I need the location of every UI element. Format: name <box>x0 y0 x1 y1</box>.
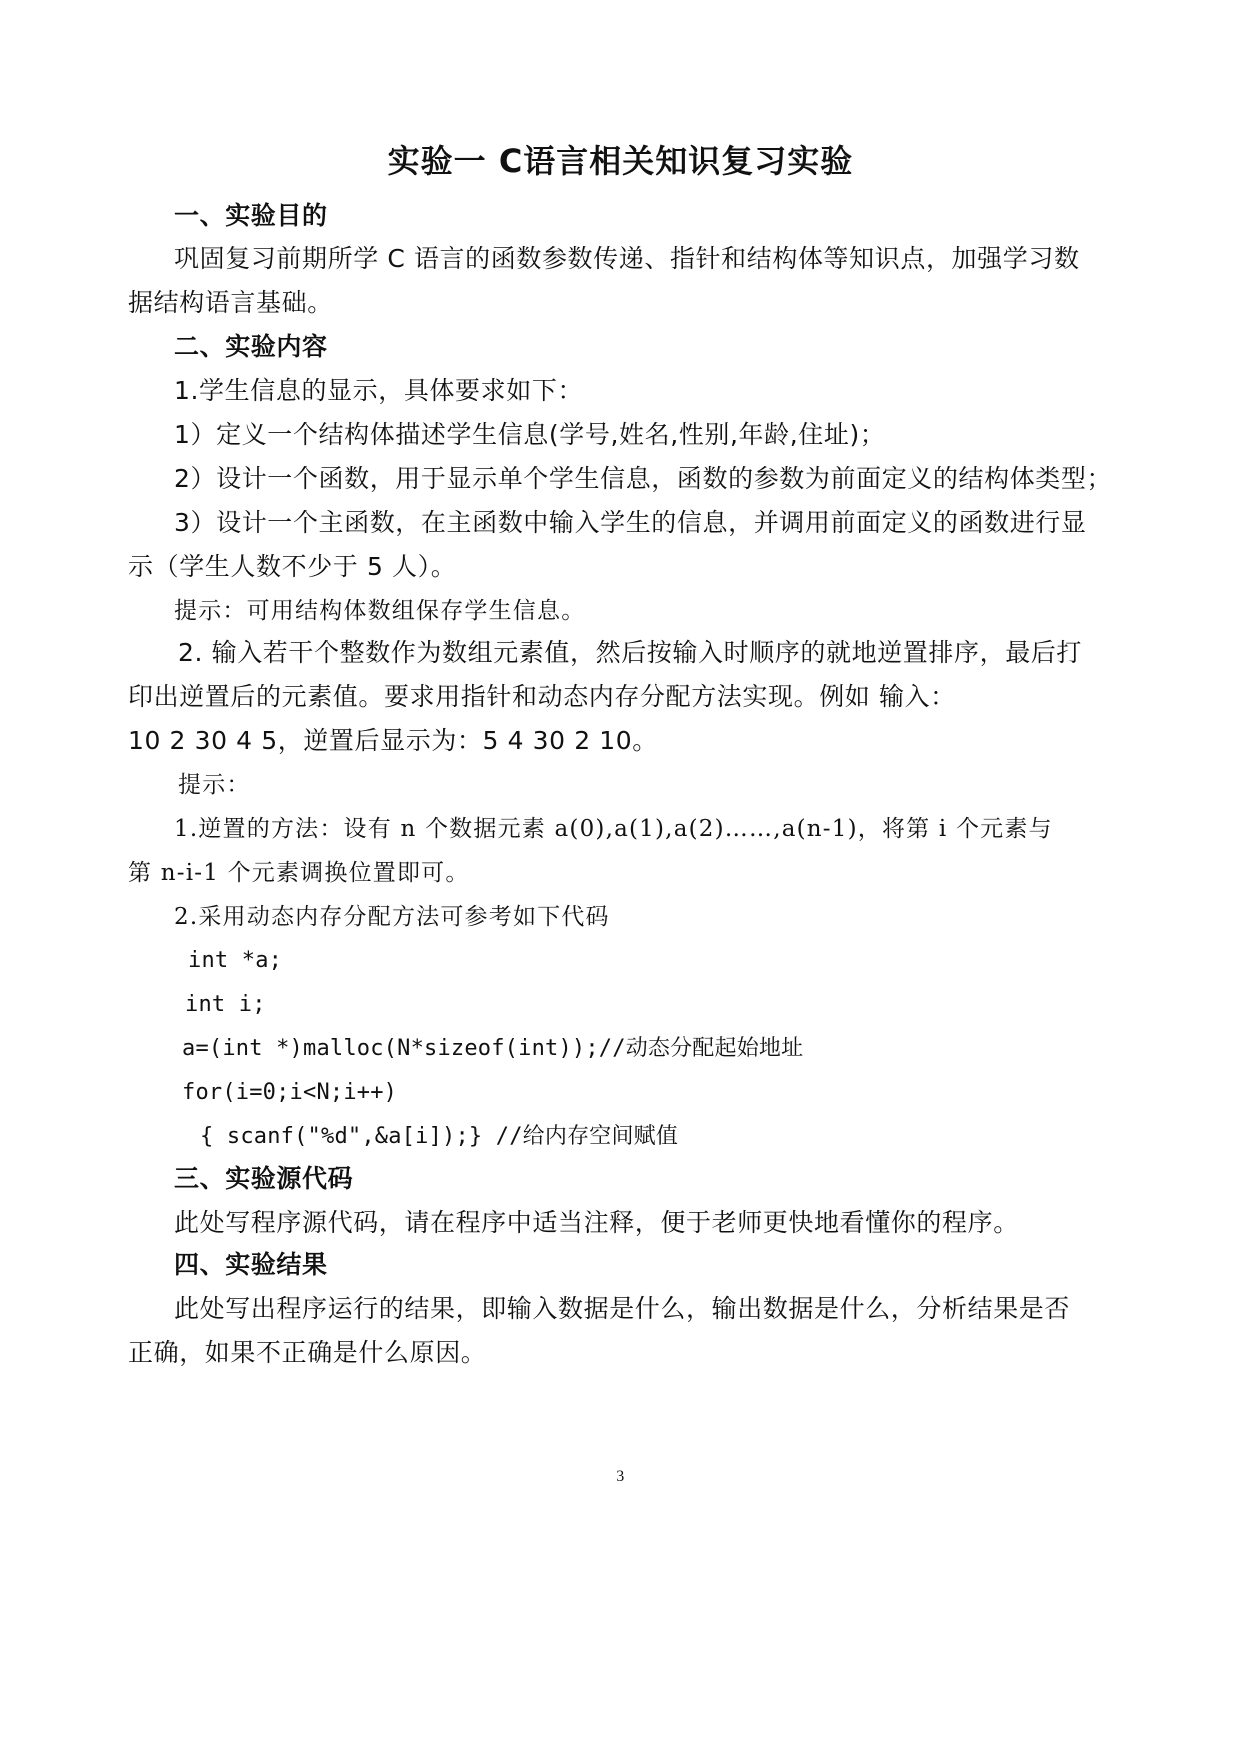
code-line-2: int i; <box>185 992 266 1017</box>
task1-item-2: 2）设计一个函数，用于显示单个学生信息，函数的参数为前面定义的结构体类型； <box>174 464 1113 493</box>
section-heading-content: 二、实验内容 <box>174 332 328 361</box>
task1-hint: 提示：可用结构体数组保存学生信息。 <box>174 598 586 624</box>
task2-hint-1-cont: 第 n-i-1 个元素调换位置即可。 <box>128 860 470 886</box>
code-line-5: { scanf("%d",&a[i]);} //给内存空间赋值 <box>200 1124 679 1149</box>
task2-hint-label: 提示： <box>178 772 251 798</box>
code-line-3: a=(int *)malloc(N*sizeof(int));//动态分配起始地址 <box>182 1036 804 1061</box>
results-line-2: 正确，如果不正确是什么原因。 <box>128 1338 487 1367</box>
section-heading-objective: 一、实验目的 <box>174 201 328 230</box>
code-line-4: for(i=0;i<N;i++) <box>182 1080 398 1105</box>
section-heading-results: 四、实验结果 <box>174 1250 328 1279</box>
task2-hint-2: 2.采用动态内存分配方法可参考如下代码 <box>174 904 610 930</box>
task2-hint-1: 1.逆置的方法：设有 n 个数据元素 a(0),a(1),a(2)……,a(n-1)，将第 i 个元素与 <box>174 816 1053 842</box>
objective-line-2: 据结构语言基础。 <box>128 288 333 317</box>
task1-item-3-cont: 示（学生人数不少于 5 人）。 <box>128 552 457 581</box>
results-line-1: 此处写出程序运行的结果，即输入数据是什么，输出数据是什么，分析结果是否 <box>174 1294 1071 1323</box>
objective-line-1: 巩固复习前期所学 C 语言的函数参数传递、指针和结构体等知识点，加强学习数 <box>174 244 1080 273</box>
source-line-1: 此处写程序源代码，请在程序中适当注释，便于老师更快地看懂你的程序。 <box>174 1208 1019 1237</box>
code-line-1: int *a; <box>188 948 283 973</box>
task1-intro: 1.学生信息的显示，具体要求如下： <box>174 376 584 405</box>
task1-item-3: 3）设计一个主函数，在主函数中输入学生的信息，并调用前面定义的函数进行显 <box>174 508 1087 537</box>
section-heading-source: 三、实验源代码 <box>174 1164 354 1193</box>
task1-item-1: 1）定义一个结构体描述学生信息(学号,姓名,性别,年龄,住址)； <box>174 420 886 449</box>
page-number: 3 <box>616 1468 625 1485</box>
document-title: 实验一 C语言相关知识复习实验 <box>387 142 854 180</box>
task2-example: 10 2 30 4 5，逆置后显示为：5 4 30 2 10。 <box>128 726 658 755</box>
task2-line-1: 2. 输入若干个整数作为数组元素值，然后按输入时顺序的就地逆置排序，最后打 <box>178 638 1083 667</box>
task2-line-2: 印出逆置后的元素值。要求用指针和动态内存分配方法实现。例如 输入： <box>128 682 956 711</box>
